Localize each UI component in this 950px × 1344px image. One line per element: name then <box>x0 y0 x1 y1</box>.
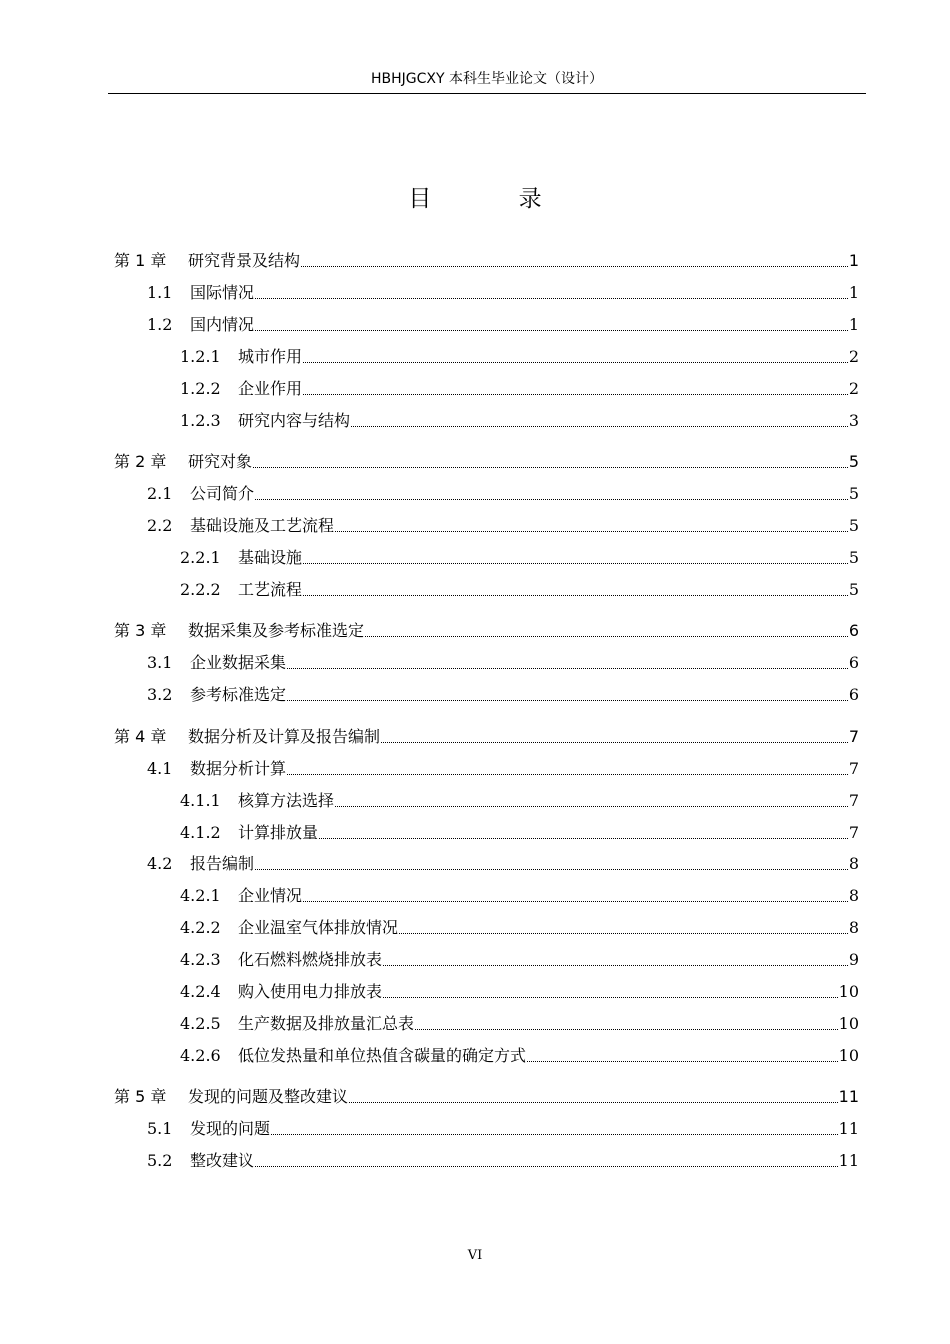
toc-entry-title: 报告编制 <box>190 854 255 873</box>
toc-entry-number: 2.2.2 <box>180 580 221 599</box>
toc-entry-number: 2.2 <box>147 516 173 535</box>
toc-entry-page: 8 <box>848 886 859 905</box>
toc-entry-number: 4.2.5 <box>180 1014 221 1033</box>
toc-entry-number: 2.2.1 <box>180 548 221 567</box>
toc-entry-number: 1.2.3 <box>180 411 221 430</box>
toc-entry-leader <box>383 965 848 966</box>
toc-entry <box>114 1086 859 1108</box>
toc-entry-title: 发现的问题及整改建议 <box>188 1087 349 1106</box>
toc-entry-title: 工艺流程 <box>238 580 303 599</box>
toc-entry-leader <box>287 700 848 701</box>
toc-entry-leader <box>255 499 848 500</box>
toc-entry <box>180 822 859 844</box>
toc-entry-title: 低位发热量和单位热值含碳量的确定方式 <box>238 1046 527 1065</box>
toc-entry-title: 数据分析及计算及报告编制 <box>188 727 381 746</box>
toc-entry-number: 4.1 <box>147 759 173 778</box>
toc-entry-leader <box>287 774 848 775</box>
toc-entry-title: 核算方法选择 <box>238 791 335 810</box>
toc-entry-number: 1.2.2 <box>180 379 221 398</box>
toc-entry-page: 5 <box>848 580 859 599</box>
toc-entry <box>147 758 859 780</box>
toc-entry-page: 11 <box>838 1119 859 1138</box>
toc-entry-number: 4.2.3 <box>180 950 221 969</box>
toc-entry-page: 7 <box>848 759 859 778</box>
toc-entry <box>180 917 859 939</box>
toc-entry-leader <box>255 1166 838 1167</box>
toc-entry-leader <box>255 869 848 870</box>
toc-entry-page: 2 <box>848 379 859 398</box>
toc-entry-page: 6 <box>848 685 859 704</box>
page-number: VI <box>467 1248 483 1263</box>
toc-entry-title: 企业温室气体排放情况 <box>238 918 399 937</box>
toc-entry <box>180 378 859 400</box>
toc-entry-number: 4.1.1 <box>180 791 221 810</box>
toc-entry-page: 9 <box>848 950 859 969</box>
toc-entry-page: 5 <box>848 516 859 535</box>
toc-entry-leader <box>335 531 848 532</box>
toc-entry-page: 2 <box>848 347 859 366</box>
toc-entry <box>180 410 859 432</box>
toc-entry-title: 企业情况 <box>238 886 303 905</box>
toc-entry-page: 8 <box>848 854 859 873</box>
toc-entry <box>147 483 859 505</box>
toc-entry-leader <box>255 298 848 299</box>
toc-entry-number: 第 1 章 <box>114 251 167 270</box>
toc-entry-title: 研究对象 <box>188 452 253 471</box>
toc-entry-title: 企业数据采集 <box>190 653 287 672</box>
toc-entry-title: 基础设施及工艺流程 <box>190 516 335 535</box>
toc-entry-title: 企业作用 <box>238 379 303 398</box>
toc-entry-number: 1.2 <box>147 315 173 334</box>
toc-entry-number: 4.2.2 <box>180 918 221 937</box>
toc-entry-title: 国内情况 <box>190 315 255 334</box>
toc-entry <box>180 579 859 601</box>
toc-entry <box>147 1150 859 1172</box>
toc-entry-page: 7 <box>848 791 859 810</box>
toc-entry <box>147 652 859 674</box>
toc-entry-page: 10 <box>838 1014 859 1033</box>
toc-entry-leader <box>287 668 848 669</box>
toc-entry-title: 基础设施 <box>238 548 303 567</box>
toc-entry-page: 6 <box>848 621 859 640</box>
toc-entry-title: 研究内容与结构 <box>238 411 351 430</box>
toc-entry-title: 购入使用电力排放表 <box>238 982 383 1001</box>
toc-entry-leader <box>381 742 848 743</box>
toc-entry <box>147 684 859 706</box>
toc-entry-title: 参考标准选定 <box>190 685 287 704</box>
toc-entry-leader <box>351 426 848 427</box>
toc-entry-page: 7 <box>848 823 859 842</box>
toc-entry-title: 国际情况 <box>190 283 255 302</box>
toc-entry-number: 2.1 <box>147 484 173 503</box>
toc-entry-title: 发现的问题 <box>190 1119 271 1138</box>
toc-entry-page: 1 <box>848 251 859 270</box>
toc-entry-title: 研究背景及结构 <box>188 251 301 270</box>
toc-entry-leader <box>303 901 848 902</box>
toc-entry-page: 5 <box>848 452 859 471</box>
toc-entry-leader <box>301 266 848 267</box>
toc-entry-leader <box>415 1029 838 1030</box>
toc-entry <box>180 790 859 812</box>
toc-entry-leader <box>527 1061 838 1062</box>
toc-entry-page: 7 <box>848 727 859 746</box>
toc-entry-page: 1 <box>848 283 859 302</box>
toc-entry-page: 1 <box>848 315 859 334</box>
toc-entry-page: 5 <box>848 548 859 567</box>
toc-entry-title: 城市作用 <box>238 347 303 366</box>
toc-entry-title: 化石燃料燃烧排放表 <box>238 950 383 969</box>
toc-entry-number: 第 4 章 <box>114 727 167 746</box>
toc-entry-number: 1.2.1 <box>180 347 221 366</box>
toc-entry-number: 第 2 章 <box>114 452 167 471</box>
toc-entry-page: 5 <box>848 484 859 503</box>
toc-entry <box>180 547 859 569</box>
toc-entry-page: 10 <box>838 1046 859 1065</box>
toc-entry <box>147 853 859 875</box>
toc-entry-number: 5.2 <box>147 1151 173 1170</box>
toc-entry-title: 计算排放量 <box>238 823 319 842</box>
toc-entry-number: 4.2.1 <box>180 886 221 905</box>
toc-entry-number: 4.2.4 <box>180 982 221 1001</box>
toc-entry <box>180 949 859 971</box>
toc-entry-leader <box>335 806 848 807</box>
toc-entry-leader <box>271 1134 838 1135</box>
toc-entry <box>180 885 859 907</box>
toc-entry <box>147 314 859 336</box>
toc-entry <box>180 1045 859 1067</box>
toc-entry-title: 数据采集及参考标准选定 <box>188 621 365 640</box>
toc-entry-page: 11 <box>838 1151 859 1170</box>
toc-entry-number: 第 5 章 <box>114 1087 167 1106</box>
toc-entry <box>180 981 859 1003</box>
toc-entry-page: 10 <box>838 982 859 1001</box>
toc-entry <box>114 620 859 642</box>
toc-entry-title: 公司简介 <box>190 484 255 503</box>
toc-entry-leader <box>319 838 848 839</box>
toc-entry-number: 3.2 <box>147 685 173 704</box>
toc-entry-leader <box>303 394 848 395</box>
toc-entry-number: 第 3 章 <box>114 621 167 640</box>
toc-entry-page: 3 <box>848 411 859 430</box>
toc-entry-number: 1.1 <box>147 283 173 302</box>
toc-entry-leader <box>255 330 848 331</box>
toc-entry-title: 生产数据及排放量汇总表 <box>238 1014 415 1033</box>
page-header: HBHJGCXY 本科生毕业论文（设计） <box>108 66 866 94</box>
toc-entry-number: 4.1.2 <box>180 823 221 842</box>
toc-entry <box>114 250 859 272</box>
toc-entry-leader <box>303 563 848 564</box>
toc-entry-leader <box>253 467 848 468</box>
toc-entry-number: 3.1 <box>147 653 173 672</box>
toc-entry-title: 整改建议 <box>190 1151 255 1170</box>
toc-entry-page: 11 <box>838 1087 859 1106</box>
toc-entry <box>114 451 859 473</box>
toc-entry-number: 5.1 <box>147 1119 173 1138</box>
toc-title: 目 录 <box>408 186 582 212</box>
toc-entry <box>147 515 859 537</box>
toc-entry-leader <box>349 1102 838 1103</box>
toc-entry-leader <box>303 595 848 596</box>
toc-entry-leader <box>383 997 838 998</box>
toc-entry-page: 8 <box>848 918 859 937</box>
toc-entry-leader <box>365 636 848 637</box>
toc-entry <box>180 1013 859 1035</box>
toc-entry-leader <box>399 933 848 934</box>
toc-entry-number: 4.2.6 <box>180 1046 221 1065</box>
toc-entry-title: 数据分析计算 <box>190 759 287 778</box>
toc-entry-number: 4.2 <box>147 854 173 873</box>
toc-entry <box>147 1118 859 1140</box>
toc-entry-page: 6 <box>848 653 859 672</box>
toc-entry-leader <box>303 362 848 363</box>
toc-entry <box>114 726 859 748</box>
toc-entry <box>180 346 859 368</box>
toc-entry <box>147 282 859 304</box>
